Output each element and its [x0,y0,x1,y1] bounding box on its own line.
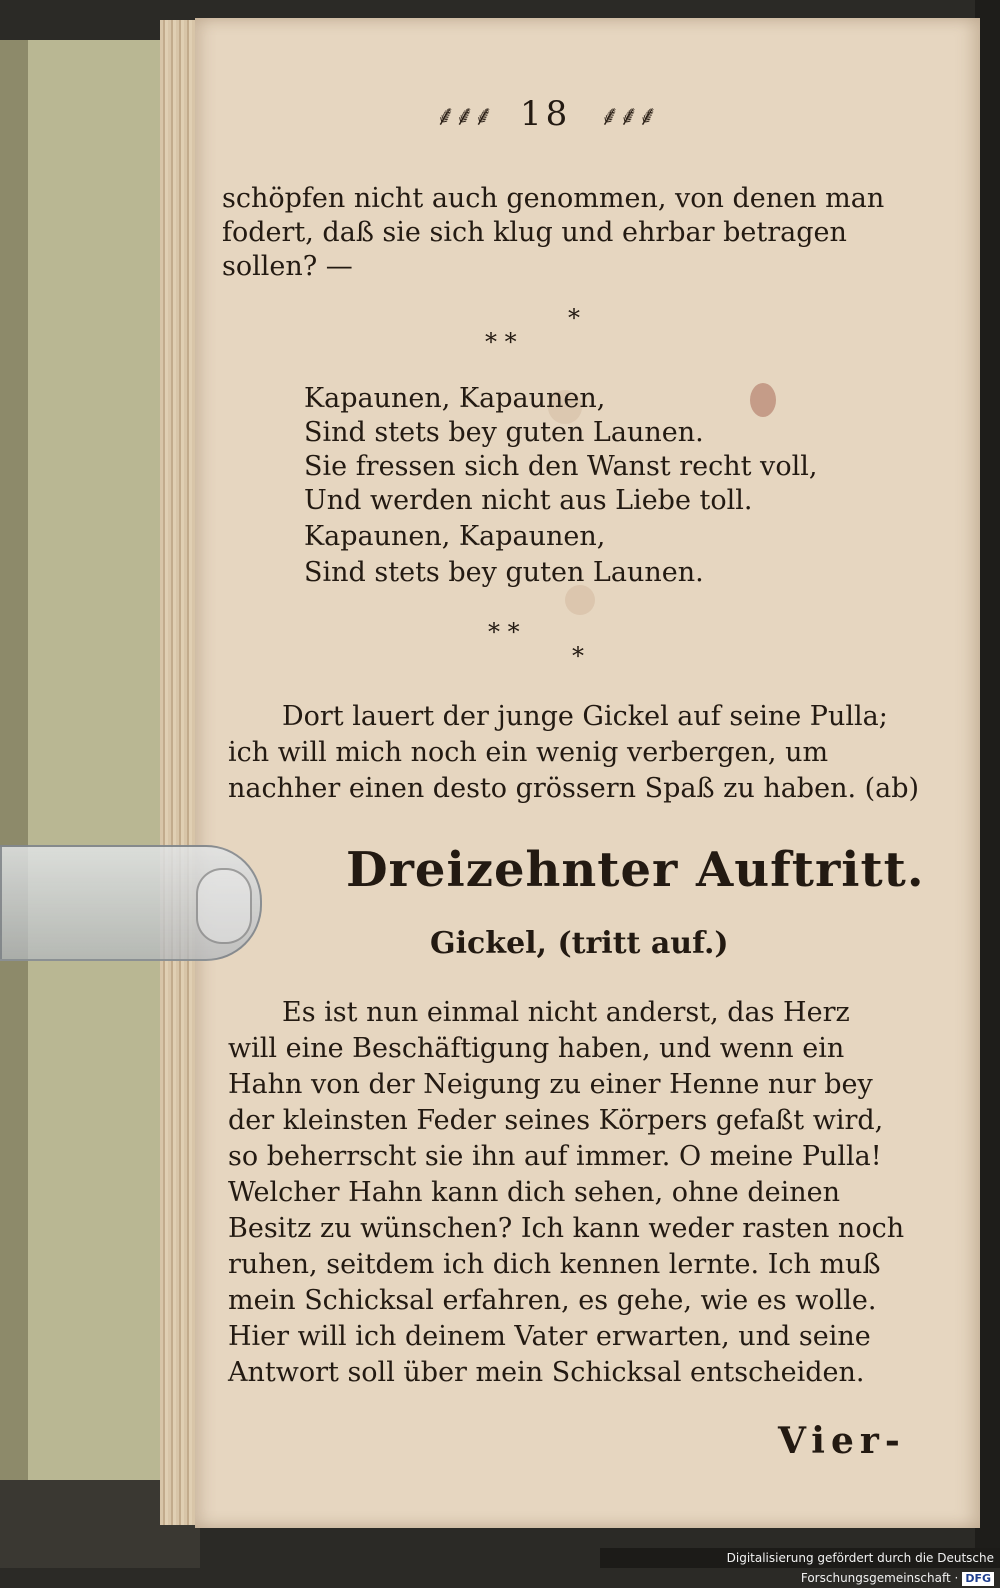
prose-line: schöpfen nicht auch genommen, von denen man [222,183,885,214]
prose-line: nachher einen desto grössern Spaß zu haben. (ab) [228,773,920,804]
verse-line: Sind stets bey guten Launen. [304,557,704,588]
page-number: 18 [520,94,572,134]
prose-line: Welcher Hahn kann dich sehen, ohne deinen [228,1177,840,1208]
section-stars-row: * * [488,618,520,646]
page-header [435,94,656,134]
ornament-right-icon: ⸙⸙⸙ [599,99,657,132]
verse-line: Sie fressen sich den Wanst recht voll, [304,451,818,482]
prose-line: fodert, daß sie sich klug und ehrbar betragen [222,217,847,248]
digitization-footer [600,1548,1000,1585]
footer-text: Digitalisierung gefördert durch die Deutsche Forschungsgemeinschaft · [726,1551,994,1585]
section-stars-row: * * [485,328,517,356]
prose-line: will eine Beschäftigung haben, und wenn ein [228,1033,845,1064]
scene-heading: Dreizehnter Auftritt. [346,842,925,898]
book-cover-edge [0,40,28,1540]
prose-line: Hahn von der Neigung zu einer Henne nur bey [228,1069,873,1100]
prose-line: Hier will ich deinem Vater erwarten, und seine [228,1321,871,1352]
section-star: * [568,304,580,332]
section-star: * [572,642,584,670]
page-stack-edge [160,20,200,1525]
dfg-logo: DFG [962,1572,994,1586]
ornament-left-icon: ⸙⸙⸙ [435,99,493,132]
page-clip-tip [196,868,252,944]
catchword: Vier- [778,1420,906,1462]
prose-line: so beherrscht sie ihn auf immer. O meine Pulla! [228,1141,882,1172]
prose-line: sollen? — [222,251,353,282]
prose-line: der kleinsten Feder seines Körpers gefaßt wird, [228,1105,884,1136]
prose-line: ruhen, seitdem ich dich kennen lernte. Ich muß [228,1249,881,1280]
prose-line: mein Schicksal erfahren, es gehe, wie es wolle. [228,1285,877,1316]
prose-line: Besitz zu wünschen? Ich kann weder rasten noch [228,1213,905,1244]
prose-line: Es ist nun einmal nicht anderst, das Herz [282,997,850,1028]
verse-line: Und werden nicht aus Liebe toll. [304,485,753,516]
page-stain [750,383,776,417]
prose-line: ich will mich noch ein wenig verbergen, um [228,737,829,768]
verse-line: Kapaunen, Kapaunen, [304,521,606,552]
prose-line: Dort lauert der junge Gickel auf seine Pulla; [282,701,888,732]
speaker-line: Gickel, (tritt auf.) [430,926,729,961]
verse-line: Sind stets bey guten Launen. [304,417,704,448]
prose-line: Antwort soll über mein Schicksal entscheiden. [228,1357,865,1388]
verse-line: Kapaunen, Kapaunen, [304,383,606,414]
